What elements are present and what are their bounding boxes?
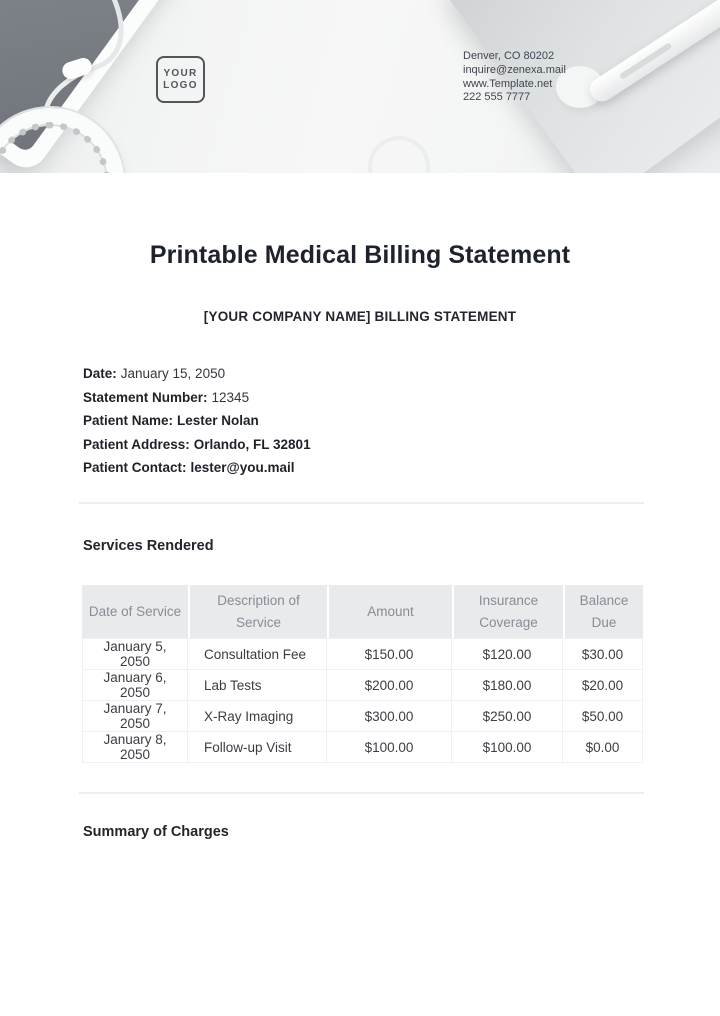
info-line-statement-number [83, 386, 311, 410]
services-rendered-heading: Services Rendered [83, 538, 214, 554]
page-title: Printable Medical Billing Statement [149, 241, 571, 269]
cell-date: January 7, 2050 [82, 701, 188, 732]
table-row [82, 701, 643, 732]
contact-phone: 222 555 7777 [463, 91, 531, 104]
cell-date: January 5, 2050 [82, 638, 188, 670]
cell-date: January 6, 2050 [82, 670, 188, 701]
cell-description: Follow-up Visit [188, 732, 327, 763]
statement-info-block [83, 362, 311, 480]
cell-balance: $0.00 [563, 732, 643, 763]
statement-number-label: Statement Number: [83, 389, 208, 405]
section-divider [79, 792, 644, 794]
cell-date: January 8, 2050 [82, 732, 188, 763]
cell-balance: $20.00 [563, 670, 643, 701]
cell-amount: $100.00 [327, 732, 452, 763]
photo-banner [0, 0, 720, 173]
patient-name-value: Lester Nolan [177, 413, 259, 428]
cell-description: Lab Tests [188, 670, 327, 701]
col-header-description: Description of Service [188, 585, 327, 638]
cell-amount: $200.00 [327, 670, 452, 701]
cell-description: Consultation Fee [188, 638, 327, 670]
section-divider [79, 502, 644, 504]
cell-insurance: $100.00 [452, 732, 563, 763]
info-line-patient-contact [83, 456, 311, 480]
patient-address-value: Orlando, FL 32801 [193, 436, 311, 452]
table-row [82, 670, 643, 701]
patient-address-label: Patient Address: [83, 436, 190, 452]
contact-address: Denver, CO 80202 [463, 50, 555, 62]
logo-text-line2: LOGO [163, 79, 198, 91]
info-line-patient-name [83, 409, 311, 433]
cell-amount: $300.00 [327, 701, 452, 732]
cell-insurance: $250.00 [452, 701, 563, 732]
date-label: Date: [83, 366, 117, 381]
contact-website: www.Template.net [463, 77, 553, 90]
patient-contact-value: lester@you.mail [190, 460, 295, 475]
cell-insurance: $180.00 [452, 670, 563, 701]
page-subtitle: [YOUR COMPANY NAME] BILLING STATEMENT [203, 309, 517, 324]
info-line-patient-address [83, 433, 311, 457]
col-header-balance-due: Balance Due [563, 585, 643, 638]
table-row [82, 638, 643, 670]
col-header-date-of-service: Date of Service [82, 585, 188, 638]
contact-email: inquire@zenexa.mail [463, 63, 566, 76]
cell-insurance: $120.00 [452, 638, 563, 670]
info-line-date [83, 362, 311, 386]
cell-description: X-Ray Imaging [188, 701, 327, 732]
cell-amount: $150.00 [327, 638, 452, 670]
services-table [82, 585, 643, 763]
cell-balance: $50.00 [563, 701, 643, 732]
logo-placeholder [156, 56, 205, 103]
logo-text-line1: YOUR [163, 67, 198, 79]
col-header-insurance-coverage: Insurance Coverage [452, 585, 563, 638]
patient-contact-label: Patient Contact: [83, 460, 187, 475]
company-contact-block [463, 50, 566, 105]
patient-name-label: Patient Name: [83, 413, 174, 428]
col-header-amount: Amount [327, 585, 452, 638]
date-value: January 15, 2050 [120, 366, 226, 381]
statement-number-value: 12345 [211, 389, 250, 405]
summary-of-charges-heading: Summary of Charges [83, 824, 229, 840]
cell-balance: $30.00 [563, 638, 643, 670]
table-row [82, 732, 643, 763]
table-header-row [82, 585, 643, 638]
